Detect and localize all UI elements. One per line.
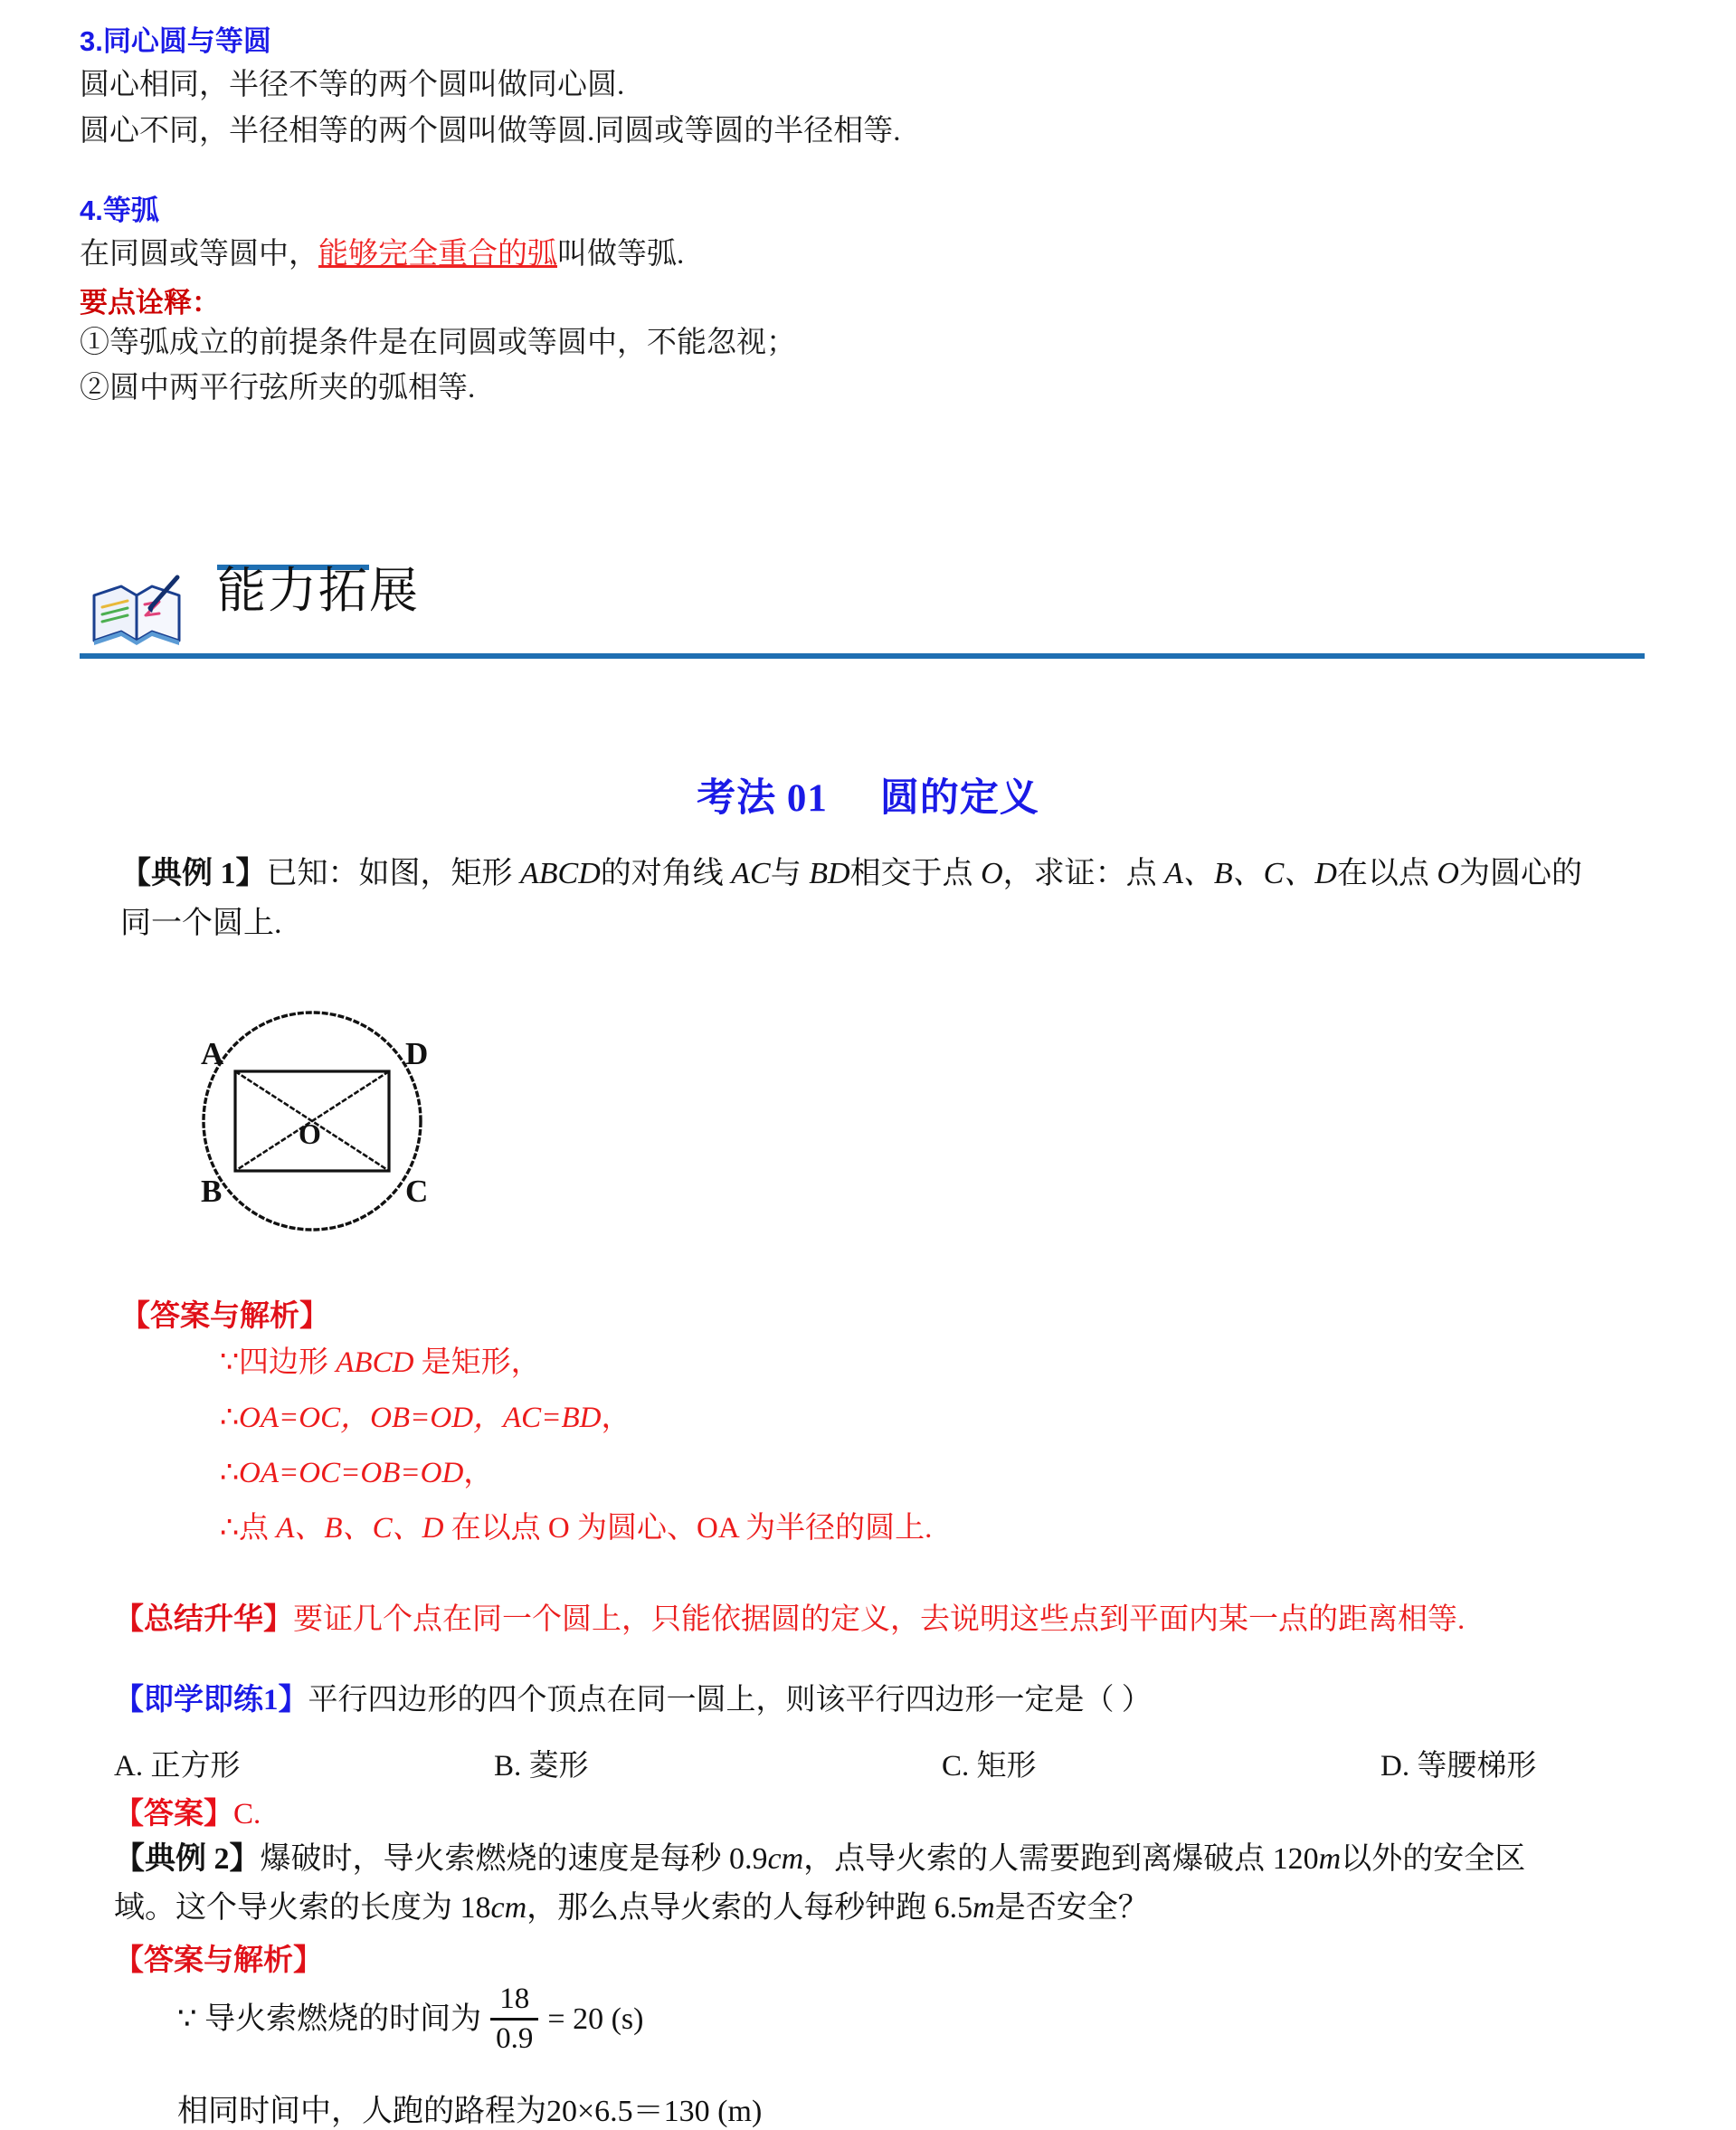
example-2-text-1c: 以外的安全区: [1341, 1842, 1526, 1876]
fraction: [490, 1983, 538, 2054]
section-4-heading: 4.等弧: [80, 194, 159, 226]
key-point-2: ②圆中两平行弦所夹的弧相等.: [80, 372, 476, 405]
answer-2-tag: 【答案与解析】: [114, 1943, 323, 1976]
section-3-heading: 3.同心圆与等圆: [80, 25, 271, 57]
answer-1-step-4-tail: 在以点 O 为圆心、OA 为半径的圆上.: [443, 1512, 933, 1545]
example-2-value-4: 6.5: [934, 1891, 973, 1926]
example-1-line-1: [120, 849, 1658, 899]
answer-1-step-1-text: 四边形: [239, 1346, 337, 1379]
answer-1-step-1-tail: 是矩形，: [413, 1346, 541, 1379]
practice-1-text: 平行四边形的四个顶点在同一圆上，则该平行四边形一定是（ ）: [308, 1684, 1152, 1716]
option-a[interactable]: A. 正方形: [114, 1750, 241, 1783]
kaofa-name: 圆的定义: [879, 777, 1039, 820]
definition-highlight: 能够完全重合的弧: [318, 237, 557, 271]
example-2: [114, 1835, 1688, 1934]
example-1-text-6: 在以点: [1336, 857, 1437, 890]
example-1-text-7: 为圆心的: [1458, 857, 1582, 890]
example-2-line-2: [114, 1884, 1688, 1933]
example-2-value-1: 0.9: [729, 1842, 768, 1876]
notes-block: [80, 18, 1672, 414]
answer-1-tag: 【答案与解析】: [120, 1298, 329, 1332]
example-2-tag: 【典例 2】: [114, 1842, 261, 1876]
option-b[interactable]: B. 菱形: [494, 1750, 589, 1783]
example-1: [120, 849, 1658, 948]
fraction-denominator: 0.9: [496, 2021, 534, 2055]
answer-1-step-3-tail: ，: [463, 1457, 494, 1489]
fraction-bar: [490, 2018, 538, 2021]
figure-label-a: A: [201, 1036, 224, 1071]
answer-1-step-4-ital: A、B、C、D: [276, 1512, 444, 1545]
example-1-line-2: 同一个圆上.: [120, 907, 282, 941]
summary-1-text: 要证几个点在同一个圆上，只能依据圆的定义，去说明这些点到平面内某一点的距离相等.: [293, 1603, 1466, 1636]
answer-1-step-2-ital: OA=OC，OB=OD，AC=BD: [239, 1402, 602, 1434]
example-1-bd: BD: [809, 857, 850, 890]
key-point-1: ①等弧成立的前提条件是在同圆或等圆中，不能忽视；: [80, 326, 796, 359]
example-2-text-1a: 爆破时，导火索燃烧的速度是每秒: [260, 1842, 729, 1876]
answer-2-last-line: 相同时间中，人跑的路程为20×6.5＝130 (m): [177, 2095, 763, 2128]
definition-suffix: 叫做等弧.: [557, 237, 685, 271]
section-3-line-1: 圆心相同，半径不等的两个圆叫做同心圆.: [80, 69, 625, 101]
formula-result: 20 (s): [573, 2002, 644, 2036]
therefore-symbol: ∴: [220, 1509, 239, 1545]
because-symbol: ∵: [177, 2000, 197, 2037]
practice-1-block: [114, 1676, 1706, 1718]
therefore-symbol: ∴: [220, 1399, 239, 1434]
figure-label-c: C: [405, 1174, 429, 1209]
key-explanation-label: 要点诠释：: [80, 286, 220, 319]
example-2-value-3: 18: [460, 1891, 491, 1926]
practice-1-answer-value: C.: [233, 1798, 261, 1830]
example-1-text-2: 的对角线: [600, 857, 732, 890]
example-1-points: A、B、C、D: [1164, 857, 1337, 890]
circle-with-inscribed-rectangle-figure: [145, 981, 479, 1261]
option-c[interactable]: C. 矩形: [942, 1750, 1037, 1783]
answer-2-formula: [177, 1983, 644, 2057]
formula-prefix: 导火索燃烧的时间为: [204, 2002, 482, 2036]
example-1-abcd: ABCD: [520, 857, 601, 890]
example-2-text-2c: 是否安全？: [994, 1891, 1149, 1926]
example-2-unit-2: m: [1318, 1842, 1342, 1876]
banner-bottom-rule: [80, 653, 1645, 659]
example-1-text-3: 与: [770, 857, 810, 890]
summary-1-tag: 【总结升华】: [114, 1602, 293, 1635]
kaofa-title: [0, 767, 1736, 823]
answer-1-step-1-ital: ABCD: [336, 1346, 414, 1379]
fraction-numerator: 18: [499, 1983, 530, 2015]
practice-1-answer-tag: 【答案】: [114, 1796, 233, 1830]
answer-1-step-2-tail: ，: [601, 1402, 631, 1434]
practice-1-tag: 【即学即练1】: [114, 1684, 308, 1716]
open-book-with-pen-icon: [87, 574, 188, 650]
answer-1-step-2: [220, 1390, 1694, 1445]
example-2-line-1: [114, 1835, 1688, 1884]
figure-label-d: D: [405, 1036, 429, 1071]
example-2-text-2a: 域。这个导火索的长度为: [114, 1891, 460, 1926]
example-1-ac: AC: [731, 857, 771, 890]
answer-1-step-3: [220, 1445, 1694, 1500]
figure-label-b: B: [201, 1174, 223, 1209]
example-2-unit-4: m: [972, 1891, 995, 1926]
answer-1-step-4: [220, 1500, 1694, 1555]
example-2-text-2b: ，那么点导火索的人每秒钟跑: [526, 1891, 934, 1926]
answer-1-block: [120, 1292, 1694, 1555]
example-1-text-4: 相交于点: [849, 857, 982, 890]
example-1-text-5: ，求证：点: [1002, 857, 1165, 890]
kaofa-label: 考法 01: [697, 777, 828, 820]
answer-1-step-4-text: 点: [239, 1512, 277, 1545]
example-2-value-2: 120: [1272, 1842, 1319, 1876]
formula-equals: =: [547, 2002, 565, 2036]
banner-title: 能力拓展: [217, 564, 420, 618]
example-2-text-1b: ，点导火索的人需要跑到离爆破点: [803, 1842, 1273, 1876]
definition-prefix: 在同圆或等圆中，: [80, 237, 318, 271]
example-2-unit-1: cm: [767, 1842, 804, 1876]
example-2-unit-3: cm: [490, 1891, 527, 1926]
example-1-text-1: 已知：如图，矩形: [266, 857, 520, 890]
figure-label-o: O: [299, 1117, 321, 1150]
section-4-definition-line: [80, 233, 1672, 276]
example-1-o-2: O: [1437, 857, 1459, 890]
practice-1-answer: [114, 1790, 261, 1832]
spacer: [80, 157, 1672, 187]
because-symbol: ∵: [220, 1344, 239, 1379]
therefore-symbol: ∴: [220, 1454, 239, 1489]
section-3-line-2: 圆心不同，半径相等的两个圆叫做等圆.同圆或等圆的半径相等.: [80, 114, 901, 147]
option-d[interactable]: D. 等腰梯形: [1380, 1750, 1537, 1783]
section-banner: [80, 554, 1645, 662]
banner-inner: [80, 554, 1645, 662]
answer-1-step-3-ital: OA=OC=OB=OD: [239, 1457, 464, 1489]
example-1-tag: 【典例 1】: [120, 857, 267, 890]
summary-1-block: [114, 1595, 1706, 1638]
answer-1-step-1: [220, 1335, 1694, 1390]
example-1-o-1: O: [981, 857, 1003, 890]
